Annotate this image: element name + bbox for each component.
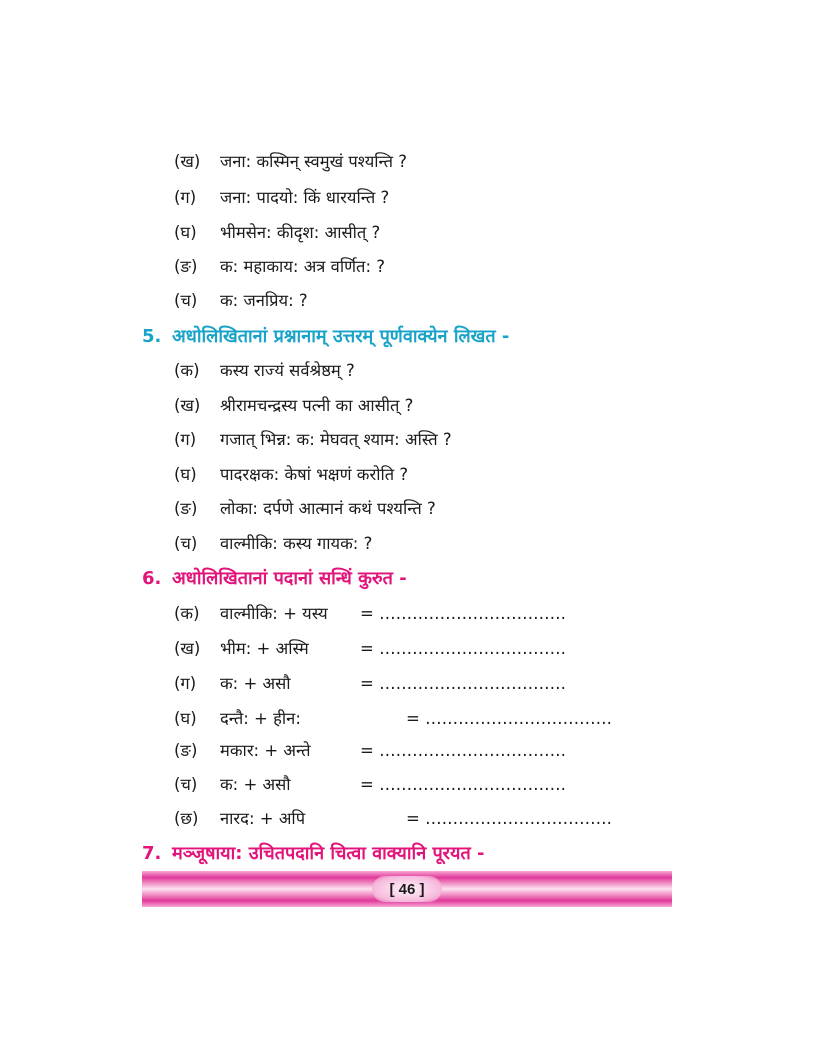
question-item: [174, 151, 407, 173]
item-text: क: महाकाय: अत्र वर्णित: ?: [220, 257, 385, 276]
sandhi-item: [174, 740, 566, 762]
section-number: 5.: [142, 326, 162, 347]
section-number: 6.: [142, 568, 162, 589]
item-text: श्रीरामचन्द्रस्य पत्नी का आसीत् ?: [220, 396, 414, 415]
sandhi-item: [174, 603, 566, 625]
item-label: (छ): [174, 809, 199, 828]
section-number: 7.: [142, 843, 162, 864]
item-text: जना: पादयो: किं धारयन्ति ?: [220, 188, 390, 207]
sandhi-expression: दन्तै: + हीन:: [220, 709, 301, 728]
section-7-heading: [142, 842, 484, 866]
answer-blank: = …………………………….: [360, 604, 566, 623]
question-item: [174, 187, 389, 209]
section-6-heading: [142, 567, 407, 591]
answer-blank: = …………………………….: [406, 709, 612, 728]
sandhi-expression: क: + असौ: [220, 674, 291, 693]
section-5-heading: [142, 325, 509, 349]
page-number: [ 46 ]: [372, 876, 442, 902]
question-item: [174, 290, 308, 312]
item-label: (ख): [174, 396, 201, 415]
item-label: (च): [174, 291, 198, 310]
answer-blank: = …………………………….: [360, 741, 566, 760]
section-title: मञ्जूषाया: उचितपदानि चित्वा वाक्यानि पूरयत -: [172, 843, 485, 864]
item-text: जना: कस्मिन् स्वमुखं पश्यन्ति ?: [220, 152, 408, 171]
item-text: गजात् भिन्न: क: मेघवत् श्याम: अस्ति ?: [220, 430, 452, 449]
item-label: (ग): [174, 188, 197, 207]
item-label: (च): [174, 775, 198, 794]
item-label: (घ): [174, 709, 197, 728]
answer-blank: = …………………………….: [360, 674, 566, 693]
question-item: [174, 395, 413, 417]
item-text: भीमसेन: कीदृश: आसीत् ?: [220, 223, 381, 242]
item-label: (ख): [174, 639, 201, 658]
item-label: (ग): [174, 430, 197, 449]
section-title: अधोलिखितानां प्रश्नानाम् उत्तरम् पूर्णवाक्येन लिखत -: [172, 326, 510, 347]
item-label: (च): [174, 534, 198, 553]
sandhi-expression: मकार: + अन्ते: [220, 741, 311, 760]
answer-blank: = …………………………….: [360, 639, 566, 658]
sandhi-expression: वाल्मीकि: + यस्य: [220, 604, 328, 623]
answer-blank: = …………………………….: [360, 775, 566, 794]
sandhi-item: [174, 708, 612, 730]
section-title: अधोलिखितानां पदानां सन्धिं कुरुत -: [172, 568, 407, 589]
item-text: कस्य राज्यं सर्वश्रेष्ठम् ?: [220, 361, 355, 380]
item-label: (ङ): [174, 499, 198, 518]
answer-blank: = …………………………….: [406, 809, 612, 828]
item-label: (क): [174, 604, 200, 623]
item-label: (ग): [174, 674, 197, 693]
sandhi-expression: भीम: + अस्मि: [220, 639, 309, 658]
sandhi-item: [174, 808, 612, 830]
item-label: (घ): [174, 223, 197, 242]
item-label: (क): [174, 361, 200, 380]
question-item: [174, 222, 380, 244]
item-label: (ङ): [174, 741, 198, 760]
question-item: [174, 533, 372, 555]
question-item: [174, 256, 385, 278]
sandhi-item: [174, 638, 566, 660]
sandhi-expression: क: + असौ: [220, 775, 291, 794]
question-item: [174, 498, 436, 520]
sandhi-expression: नारद: + अपि: [220, 809, 306, 828]
item-label: (ङ): [174, 257, 198, 276]
sandhi-item: [174, 774, 566, 796]
question-item: [174, 464, 408, 486]
sandhi-item: [174, 673, 566, 695]
question-item: [174, 429, 452, 451]
item-label: (घ): [174, 465, 197, 484]
item-text: लोका: दर्पणे आत्मानं कथं पश्यन्ति ?: [220, 499, 436, 518]
item-text: वाल्मीकि: कस्य गायक: ?: [220, 534, 373, 553]
question-item: [174, 360, 355, 382]
item-text: पादरक्षक: केषां भक्षणं करोति ?: [220, 465, 409, 484]
item-text: क: जनप्रिय: ?: [220, 291, 308, 310]
item-label: (ख): [174, 152, 201, 171]
